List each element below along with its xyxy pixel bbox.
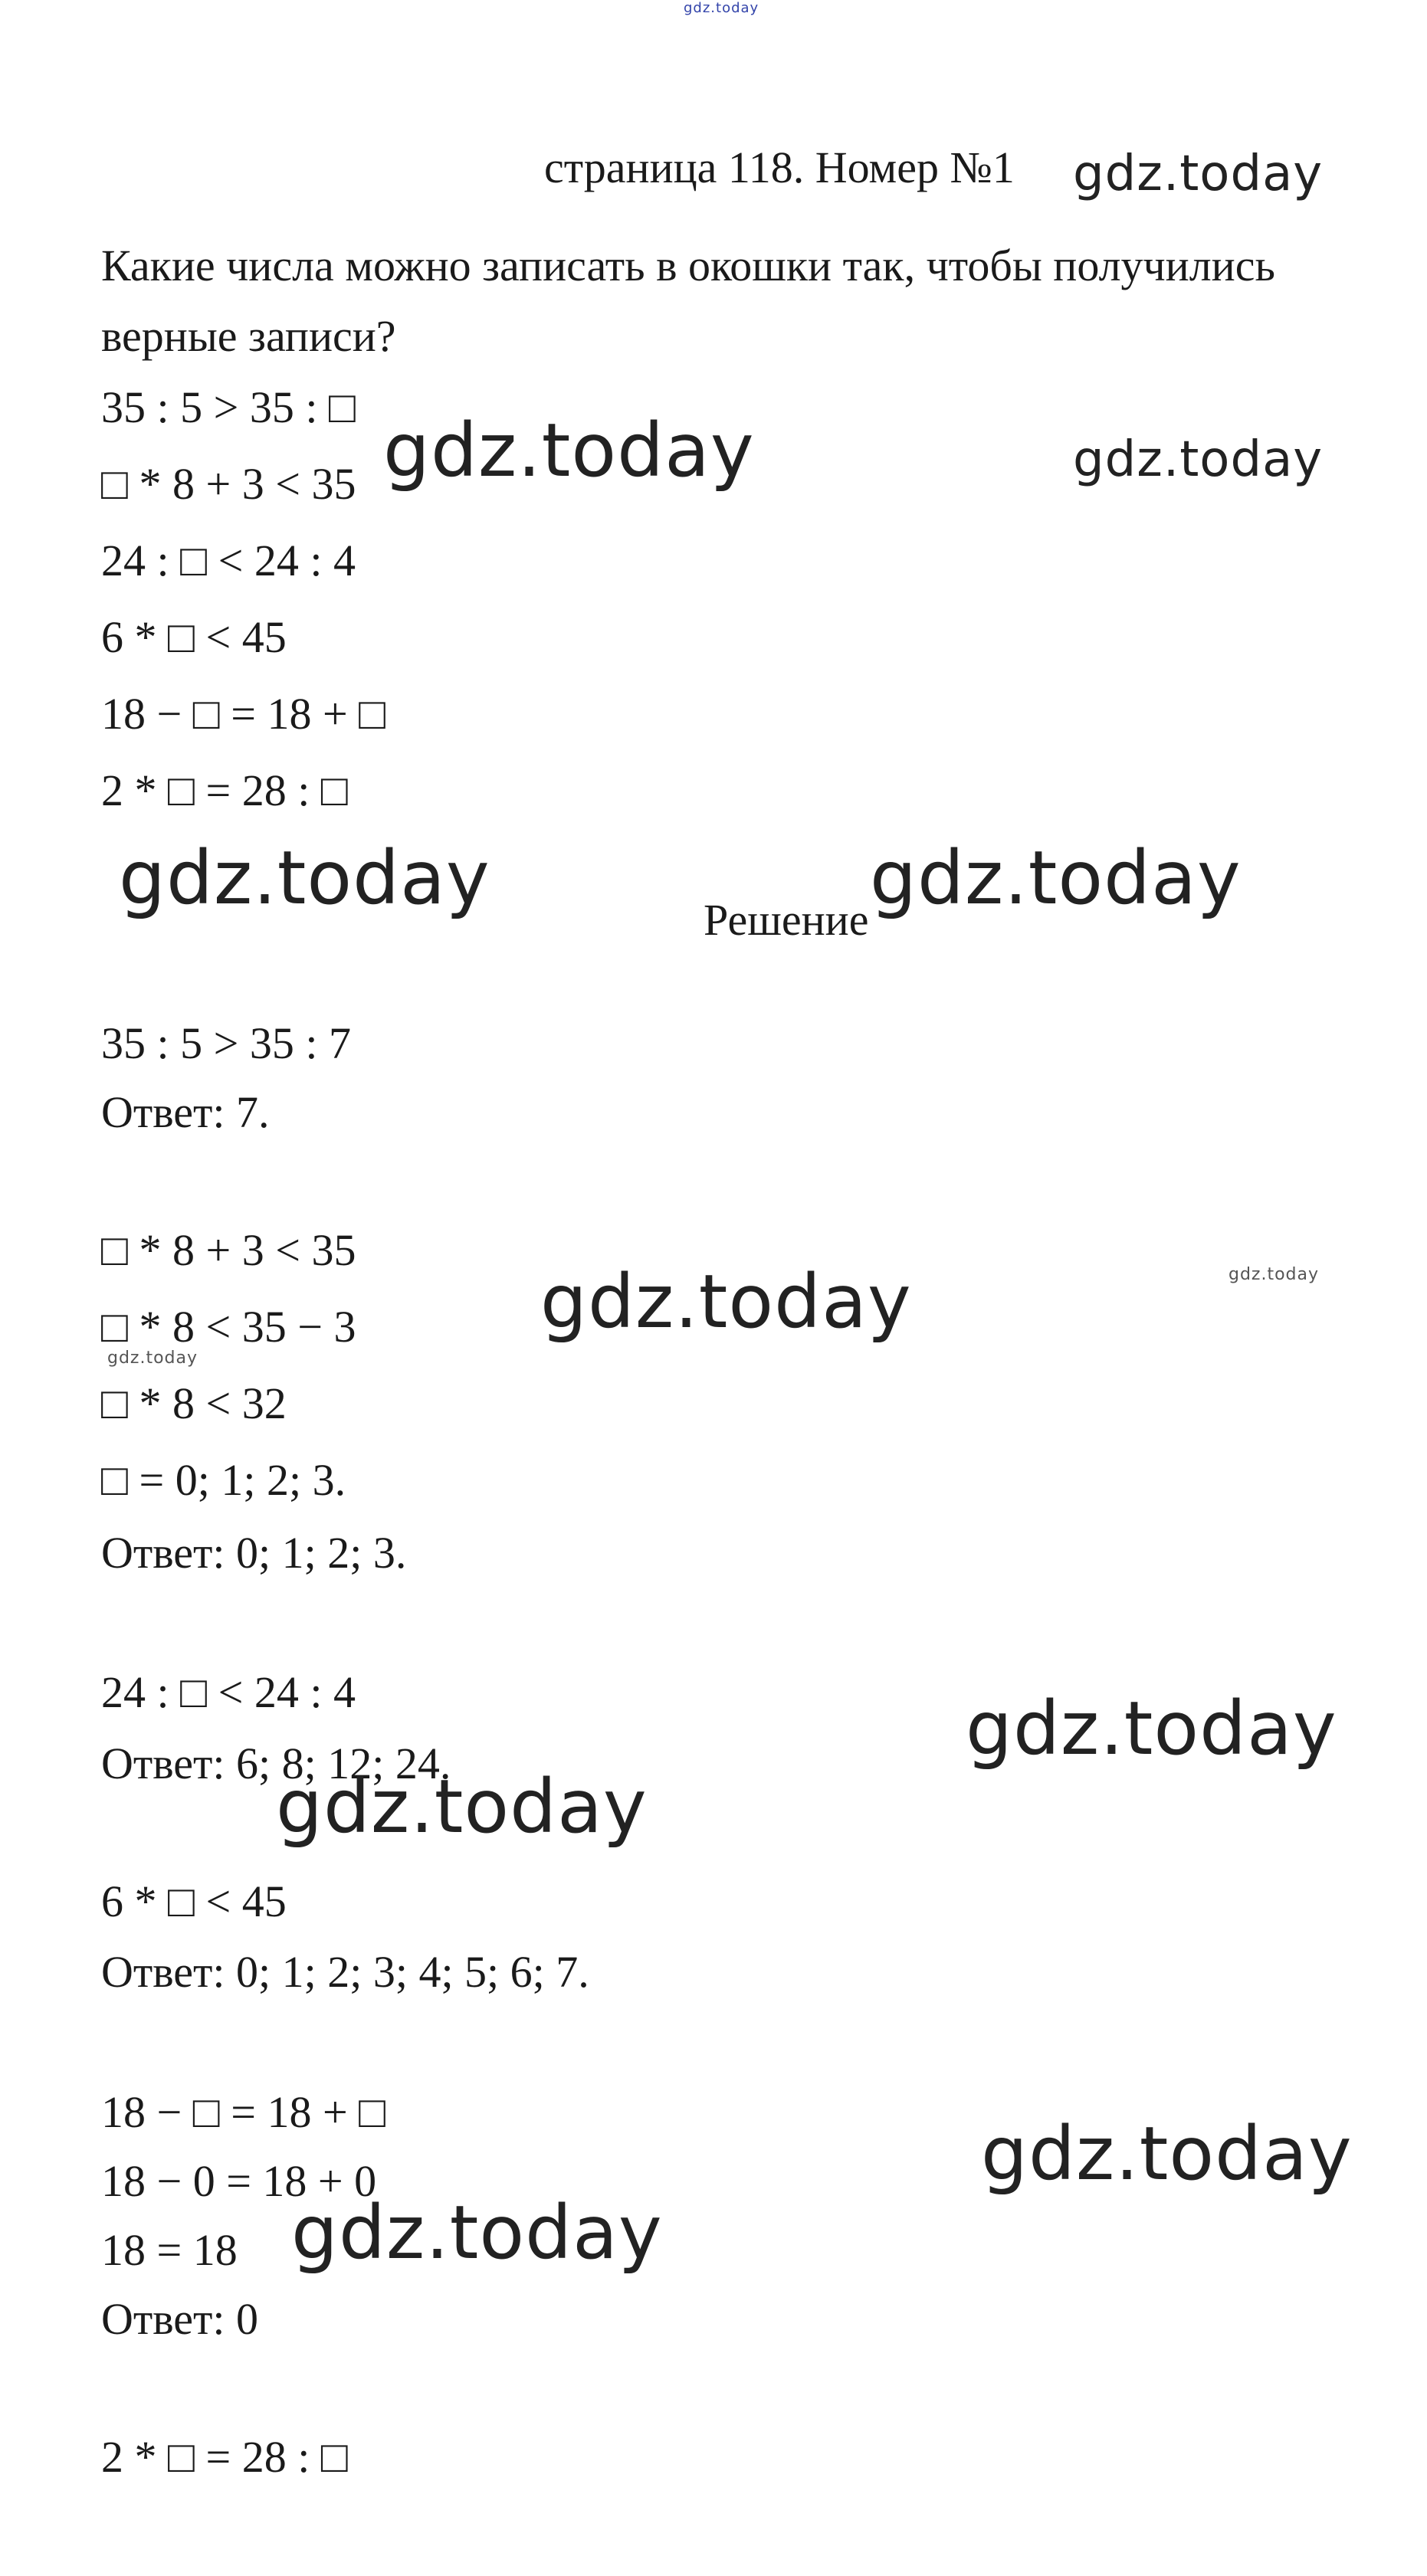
question-line-2: верные записи? [101, 311, 396, 361]
solution-line: 18 − 0 = 18 + 0 [101, 2156, 377, 2206]
page-title: страница 118. Номер №1 [544, 143, 1015, 192]
watermark: gdz.today [119, 835, 490, 921]
solution-line: 18 = 18 [101, 2225, 238, 2275]
watermark: gdz.today [1073, 146, 1324, 202]
watermark: gdz.today [383, 408, 755, 493]
answer-line: Ответ: 0 [101, 2294, 258, 2344]
solution-line: 18 − □ = 18 + □ [101, 2087, 386, 2137]
watermark: gdz.today [684, 0, 759, 16]
solution-line: □ * 8 < 32 [101, 1378, 287, 1428]
watermark: gdz.today [276, 1764, 648, 1850]
watermark: gdz.today [1073, 431, 1324, 488]
watermark: gdz.today [981, 2111, 1353, 2197]
answer-line: Ответ: 0; 1; 2; 3; 4; 5; 6; 7. [101, 1947, 589, 1997]
task-expression: 18 − □ = 18 + □ [101, 689, 386, 739]
solution-line: 35 : 5 > 35 : 7 [101, 1018, 351, 1068]
solution-line: □ * 8 + 3 < 35 [101, 1225, 356, 1275]
solution-heading: Решение [704, 895, 869, 945]
solution-line: 2 * □ = 28 : □ [101, 2432, 348, 2482]
solution-line: □ = 0; 1; 2; 3. [101, 1455, 346, 1505]
task-expression: 24 : □ < 24 : 4 [101, 536, 356, 585]
solution-line: 6 * □ < 45 [101, 1876, 287, 1926]
question-line-1: Какие числа можно записать в окошки так, чтобы получились [101, 241, 1275, 290]
watermark: gdz.today [870, 835, 1242, 921]
watermark: gdz.today [966, 1686, 1337, 1771]
answer-line: Ответ: 7. [101, 1087, 270, 1137]
solution-line: 24 : □ < 24 : 4 [101, 1667, 356, 1717]
task-expression: 35 : 5 > 35 : □ [101, 382, 356, 432]
watermark: gdz.today [291, 2190, 663, 2276]
watermark: gdz.today [540, 1259, 912, 1345]
watermark: gdz.today [107, 1349, 198, 1368]
task-expression: 2 * □ = 28 : □ [101, 765, 348, 815]
answer-line: Ответ: 0; 1; 2; 3. [101, 1528, 407, 1578]
task-expression: □ * 8 + 3 < 35 [101, 459, 356, 509]
answer-line: Ответ: 6; 8; 12; 24. [101, 1739, 451, 1788]
solution-line: □ * 8 < 35 − 3 [101, 1302, 356, 1352]
task-expression: 6 * □ < 45 [101, 612, 287, 662]
watermark: gdz.today [1229, 1265, 1320, 1284]
